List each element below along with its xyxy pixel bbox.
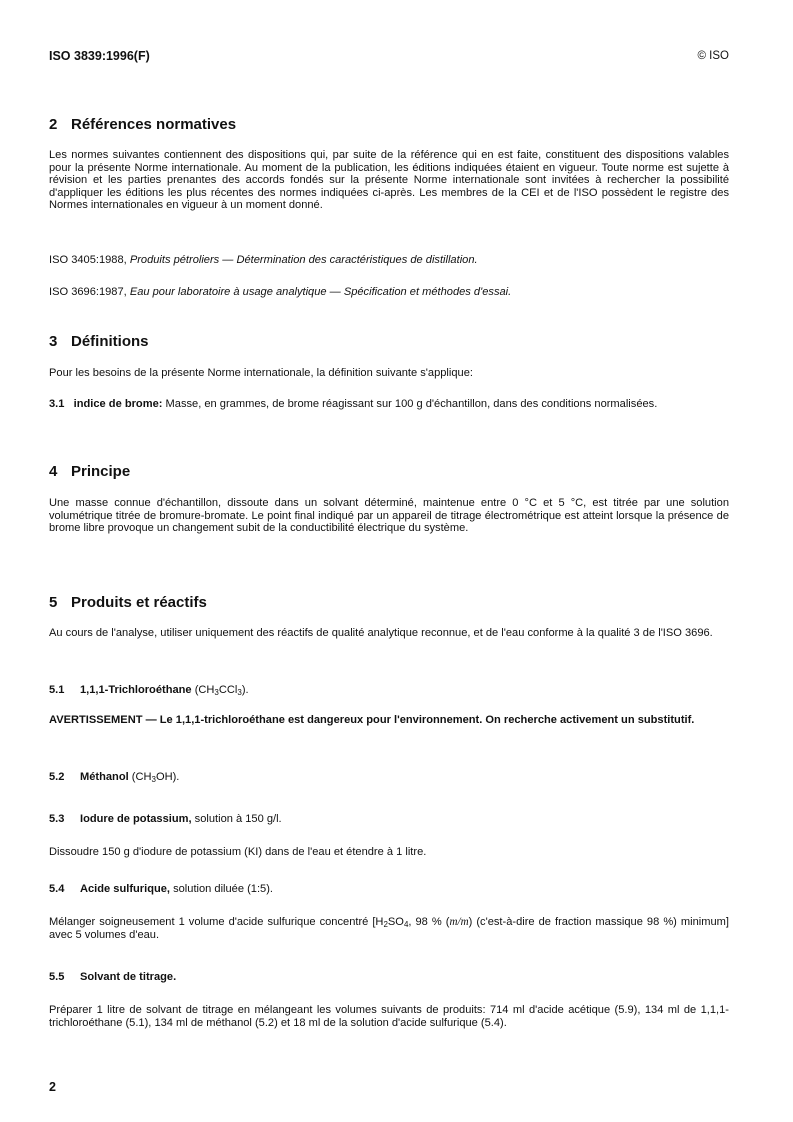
section-title: Références normatives (71, 116, 237, 133)
warning-notice: AVERTISSEMENT — Le 1,1,1-trichloroéthane est dangereux pour l'environnement. On recherche activement un substitutif. (49, 714, 695, 726)
section-4-heading (49, 463, 130, 480)
section-2-paragraph: Les normes suivantes contiennent des dispositions qui, par suite de la référence qui en est faite, constituent des dispositions valables pour la présente Norme internationale. Au moment de la publication, les éditions indiquées étaient en vigueur. Toute norme est sujette à révision et les parties prenantes des accords fondés sur la présente Norme internationale sont invitées à rechercher la possibilité d'appliquer les éditions les plus récentes des normes indiquées ci-après. Les membres de la CEI et de l'ISO possèdent le registre des Normes internationales en vigueur à un moment donné. (49, 149, 729, 212)
item-5-4-text: Mélanger soigneusement 1 volume d'acide sulfurique concentré [$H_2SO_4$, 98 % (m/m) (c'est-à-dire de fraction massique 98 %) minimum] avec 5 volumes d'eau. (49, 916, 729, 941)
item-number: 5.2 (49, 771, 65, 783)
section-5-paragraph: Au cours de l'analyse, utiliser uniquement des réactifs de qualité analytique reconnue, et de l'eau conforme à la qualité 3 de l'ISO 3696. (49, 627, 713, 639)
reference-code: ISO 3696:1987, (49, 286, 127, 298)
section-3-paragraph: Pour les besoins de la présente Norme internationale, la définition suivante s'applique: (49, 367, 473, 379)
section-3-heading (49, 333, 149, 350)
definition-text: Masse, en grammes, de brome réagissant sur 100 g d'échantillon, dans des conditions normalisées. (165, 398, 658, 410)
section-number: 4 (49, 463, 58, 480)
section-title: Définitions (71, 333, 149, 350)
chemical-formula: $(CH_3OH)$. (131, 771, 180, 784)
item-5-4 (49, 883, 273, 896)
item-description: solution diluée (1:5). (173, 883, 273, 895)
item-number: 5.5 (49, 971, 65, 983)
chemical-formula: $(CH_3CCl_3)$. (194, 684, 249, 697)
item-5-2 (49, 771, 179, 784)
copyright: © ISO (697, 50, 729, 62)
item-5-5-text: Préparer 1 litre de solvant de titrage en mélangeant les volumes suivants de produits: 714 ml d'acide acétique (5.9), 134 ml de 1,1,1-trichloroéthane (5.1), 134 ml de méthanol (5.2) et 18 ml de la solution d'acide sulfurique (5.4). (49, 1004, 729, 1029)
section-title: Principe (71, 463, 131, 480)
definition-number: 3.1 (49, 398, 65, 410)
definition-term: indice de brome: (73, 398, 163, 410)
item-5-3-text: Dissoudre 150 g d'iodure de potassium (KI) dans de l'eau et étendre à 1 litre. (49, 846, 427, 858)
item-number: 5.3 (49, 813, 65, 825)
section-5-heading (49, 594, 207, 611)
standard-id: ISO 3839:1996(F) (49, 49, 150, 63)
reference-iso-3405 (49, 254, 729, 267)
item-5-1 (49, 684, 249, 697)
definition-3-1 (49, 398, 729, 411)
reference-code: ISO 3405:1988, (49, 254, 127, 266)
section-4-paragraph: Une masse connue d'échantillon, dissoute dans un solvant déterminé, maintenue entre 0 °C et 5 °C, est titrée par une solution volumétrique titrée de bromure-bromate. Le point final indiqué par un appareil de titrage électrométrique est atteint lorsque la présence de brome libre provoque un changement subit de la conductibilité électrique du système. (49, 497, 729, 535)
ratio-mm: m/m (449, 916, 469, 928)
item-name: Méthanol (80, 771, 129, 783)
section-number: 3 (49, 333, 58, 350)
item-name: 1,1,1-Trichloroéthane (80, 684, 192, 696)
item-description: solution à 150 g/l. (194, 813, 282, 825)
item-name: Solvant de titrage. (80, 971, 177, 983)
section-title: Produits et réactifs (71, 594, 207, 611)
section-2-heading (49, 116, 236, 133)
item-name: Acide sulfurique, (80, 883, 170, 895)
section-number: 5 (49, 594, 58, 611)
item-number: 5.4 (49, 883, 65, 895)
page-number: 2 (49, 1080, 56, 1094)
item-name: Iodure de potassium, (80, 813, 192, 825)
item-5-3 (49, 813, 282, 826)
section-number: 2 (49, 116, 58, 133)
item-5-5 (49, 971, 176, 984)
reference-iso-3696 (49, 286, 729, 299)
reference-title: Produits pétroliers — Détermination des caractéristiques de distillation. (129, 254, 478, 266)
item-number: 5.1 (49, 684, 65, 696)
reference-title: Eau pour laboratoire à usage analytique — Spécification et méthodes d'essai. (129, 286, 512, 298)
